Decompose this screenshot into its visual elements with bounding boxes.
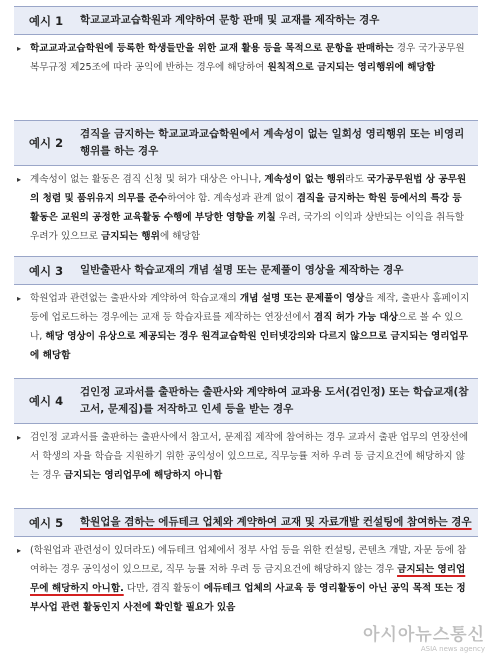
example-1-text-2: 원칙적으로 금지되는 영리행위에 해당함 <box>267 62 436 73</box>
example-2-text-7: 금지되는 행위 <box>100 231 160 242</box>
example-2-text-2: 라도 <box>345 174 367 185</box>
example-5-text-1: 금지되는 영리업무에 해당하지 아니함. <box>30 564 466 594</box>
bullet-icon: ▸ <box>17 546 22 555</box>
example-3-text-0: 학원업과 관련없는 출판사와 계약하여 학습교재의 <box>30 293 240 304</box>
example-4-label: 예시 4 <box>28 394 64 408</box>
example-1-body <box>14 35 478 77</box>
watermark-logo <box>363 620 485 653</box>
example-3-text-5: 해당 영상이 유상으로 제공되는 경우 원격교습학원 인터넷강의와 다르지 않으므로 금지되는 영리업무에 해당함 <box>30 331 469 361</box>
example-1-header <box>14 6 478 35</box>
example-2-text-8: 에 해당함 <box>159 231 201 242</box>
example-5-text-0: (학원업과 관련성이 있더라도) 에듀테크 업체에서 정부 사업 등을 위한 컨설팅, 콘텐츠 개발, 자문 등에 참여하는 경우 공익성이 있으므로, 직무 능률 저하 우려 등 금지요건에 해당하지 않는 경우 <box>30 545 467 575</box>
example-2-text-6: 우려, 국가의 이익과 상반되는 이익을 취득할 우려가 있으므로 <box>30 212 464 242</box>
example-4-title: 검인정 교과서를 출판하는 출판사와 계약하여 교과용 도서(검인정) 또는 학습교재(참고서, 문제집)를 저작하고 인세 등을 받는 경우 <box>80 386 469 415</box>
example-4-text-1: 금지되는 영리업무에 해당하지 아니함 <box>63 470 223 481</box>
example-3-text-3: 겸직 허가 가능 대상 <box>313 312 399 323</box>
example-3-text-2: 을 제작, 출판사 홈페이지 등에 업로드하는 경우에는 교재 등 학습자료를 제작하는 연장선에서 <box>30 293 470 323</box>
example-3-header <box>14 256 478 285</box>
example-3-text-1: 개념 설명 또는 문제풀이 영상 <box>239 293 365 304</box>
example-5-body <box>14 537 478 617</box>
example-5 <box>14 508 478 617</box>
example-2-body <box>14 166 478 246</box>
example-2-text-3: 국가공무원법 상 공무원의 청렴 및 품위유지 의무를 준수 <box>30 174 467 204</box>
example-2-label: 예시 2 <box>28 136 64 150</box>
example-2-text-4: 하여야 함. 계속성과 관계 없이 <box>167 193 297 204</box>
bullet-icon: ▸ <box>17 175 22 184</box>
example-1 <box>14 6 478 77</box>
bullet-icon: ▸ <box>17 433 22 442</box>
example-5-title: 학원업을 겸하는 에듀테크 업체와 계약하여 교재 및 자료개발 컨설팅에 참여하는 경우 <box>80 516 472 528</box>
example-1-label: 예시 1 <box>28 13 64 28</box>
bullet-icon: ▸ <box>17 294 22 303</box>
example-3-text-4: 으로 볼 수 있으나, <box>30 312 463 342</box>
example-5-text-3: 에듀테크 업체의 사교육 등 영리활동이 아닌 공익 목적 또는 정부사업 관련 활동인지 사전에 확인할 필요가 있음 <box>30 583 466 613</box>
watermark-main: 아시아뉴스통신 <box>363 625 485 645</box>
example-2-text-5: 겸직을 금지하는 학원 등에서의 특강 등 활동은 교원의 공정한 교육활동 수행에 부당한 영향을 끼칠 <box>30 193 462 223</box>
example-3-title: 일반출판사 학습교재의 개념 설명 또는 문제풀이 영상을 제작하는 경우 <box>80 264 404 276</box>
example-3-label: 예시 3 <box>28 263 64 278</box>
example-2 <box>14 120 478 246</box>
bullet-icon: ▸ <box>17 44 22 53</box>
example-3-body <box>14 285 478 365</box>
example-5-header <box>14 508 478 537</box>
example-1-text-0: 학교교과교습학원에 등록한 학생들만을 위한 교재 활용 등을 목적으로 문항을 판매하는 <box>30 43 394 54</box>
example-2-title: 겸직을 금지하는 학교교과교습학원에서 계속성이 없는 일회성 영리행위 또는 비영리행위를 하는 경우 <box>80 128 465 157</box>
example-2-header <box>14 120 478 166</box>
example-5-text-2: 다만, 겸직 활동이 <box>123 583 204 594</box>
example-3 <box>14 256 478 365</box>
example-4-header <box>14 378 478 424</box>
example-1-title: 학교교과교습학원과 계약하여 문항 판매 및 교재를 제작하는 경우 <box>80 14 380 26</box>
example-4-text-0: 검인정 교과서를 출판하는 출판사에서 참고서, 문제집 제작에 참여하는 경우 교과서 출판 업무의 연장선에서 학생의 자율 학습을 지원하기 위한 공익성이 있으므로, 직무능률 저하 우려 등 금지요건에 해당하지 않는 경우 <box>30 432 469 481</box>
example-2-text-0: 계속성이 없는 활동은 겸직 신청 및 허가 대상은 아니나, <box>30 174 265 185</box>
example-2-text-1: 계속성이 없는 행위 <box>264 174 346 185</box>
example-1-text-1: 경우 국가공무원복무규정 제25조에 따라 공익에 반하는 경우에 해당하여 <box>30 43 465 73</box>
example-4-body <box>14 424 478 485</box>
example-5-label: 예시 5 <box>28 515 64 530</box>
example-4 <box>14 378 478 485</box>
watermark-sub: ASIA news agency <box>420 645 485 653</box>
